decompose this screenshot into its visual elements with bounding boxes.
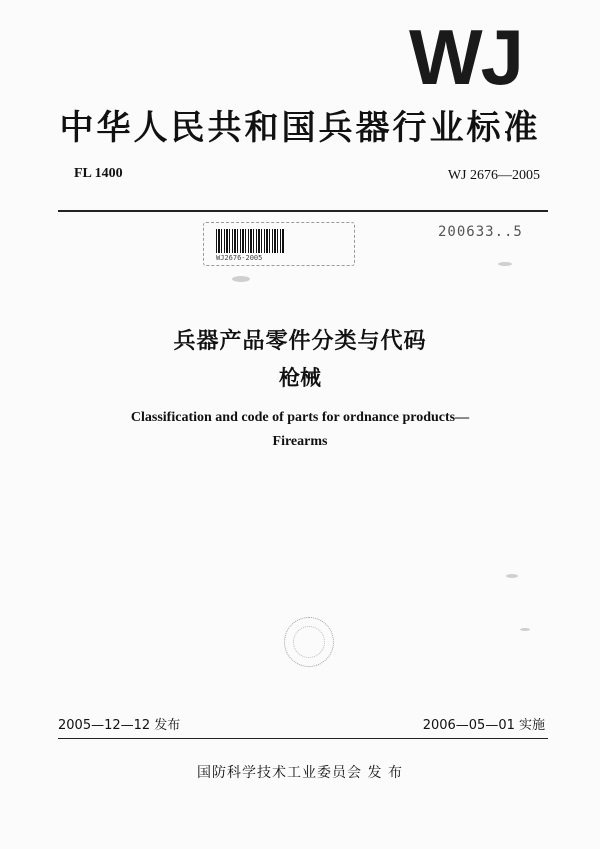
org-title: 中华人民共和国兵器行业标准 <box>59 108 541 148</box>
publisher: 国防科学技术工业委员会 发 布 <box>197 765 403 781</box>
english-title-line-2: Firearms <box>272 434 328 449</box>
scan-speck <box>520 628 530 631</box>
archive-label <box>203 222 355 266</box>
standard-number: WJ 2676—2005 <box>447 168 540 183</box>
scan-speck <box>506 574 518 578</box>
scan-speck <box>232 276 250 282</box>
barcode-label: WJ2676-2005 <box>216 254 263 262</box>
document-subtitle: 枪械 <box>279 366 321 390</box>
implementation-date: 2006—05—01 实施 <box>422 718 545 733</box>
faded-seal-icon <box>284 617 334 667</box>
document-title: 兵器产品零件分类与代码 <box>173 329 427 354</box>
footer-divider <box>58 738 548 739</box>
barcode-icon <box>216 229 284 253</box>
handwritten-number: 200633..5 <box>438 224 523 240</box>
scan-speck <box>498 262 512 266</box>
issue-date: 2005—12—12 发布 <box>58 718 181 733</box>
wj-logo: WJ <box>409 13 522 101</box>
header-divider <box>58 210 548 212</box>
classification-code: FL 1400 <box>74 166 123 181</box>
english-title-line-1: Classification and code of parts for ordnance products— <box>130 410 470 425</box>
